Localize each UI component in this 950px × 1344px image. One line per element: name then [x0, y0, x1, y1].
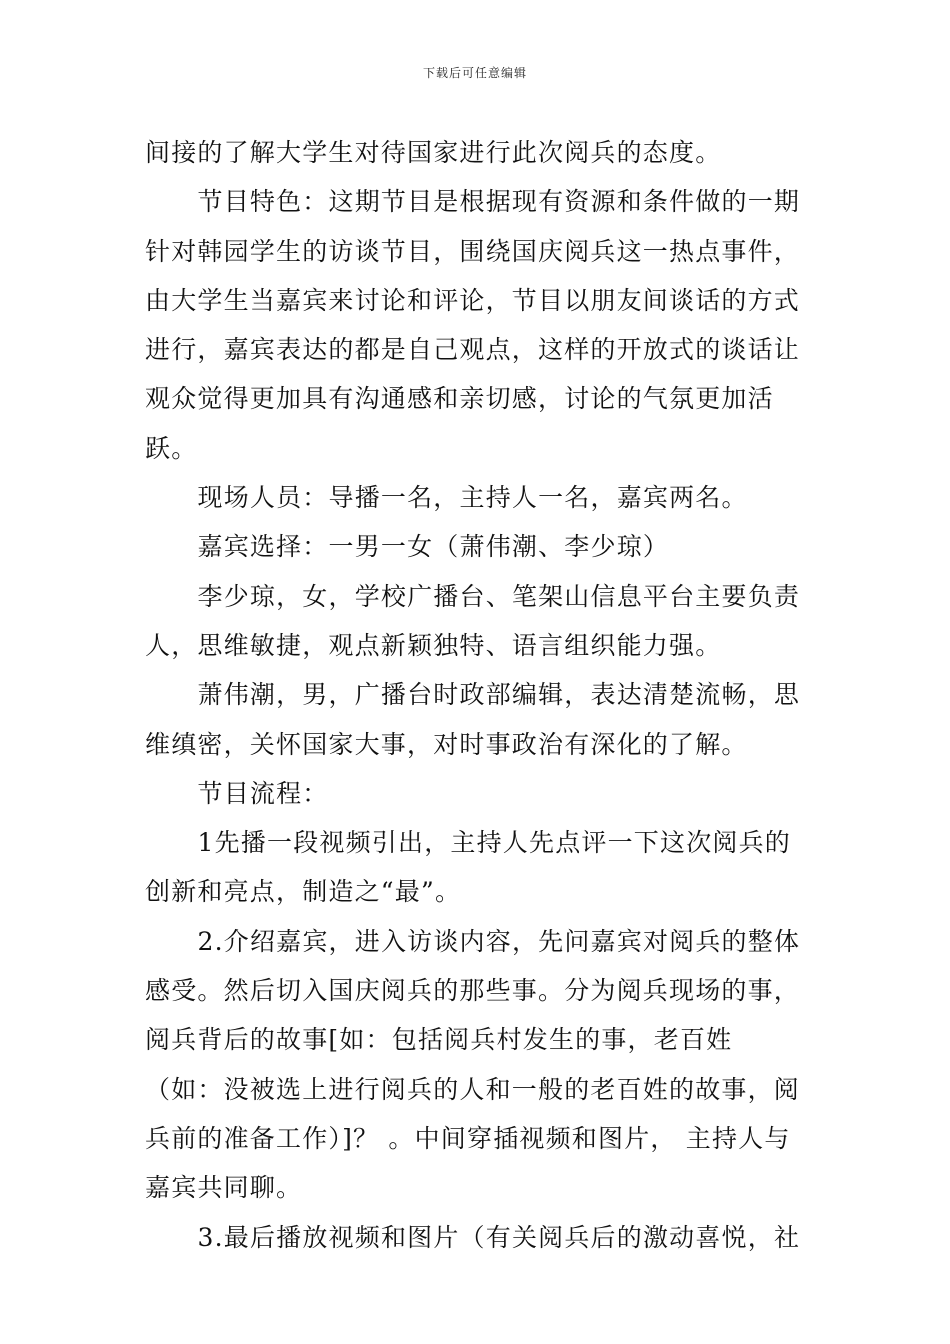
paragraph-program-flow-heading: 节目流程： [197, 778, 329, 808]
paragraph-flow-step-2: 2.介绍嘉宾，进入访谈内容，先问嘉宾对阅兵的整体感受。然后切入国庆阅兵的那些事。分为阅兵现场的事，阅兵背后的故事[如：包括阅兵村发生的事，老百姓（如：没被选上进行阅兵的人和一般的老百姓的故事，阅兵前的准备工作）]？ 。中间穿插视频和图片， 主持人与嘉宾共同聊。 [145, 926, 801, 1203]
paragraph-guest-xiao-weichao: 萧伟潮，男，广播台时政部编辑，表达清楚流畅，思维缜密，关怀国家大事，对时事政治有深化的了解。 [145, 680, 801, 759]
paragraph-flow-step-3: 3.最后播放视频和图片（有关阅兵后的激动喜悦，社 [197, 1222, 801, 1252]
paragraph-program-features: 节目特色：这期节目是根据现有资源和条件做的一期针对韩园学生的访谈节目，围绕国庆阅兵这一热点事件，由大学生当嘉宾来讨论和评论，节目以朋友间谈话的方式进行，嘉宾表达的都是自己观点，这样的开放式的谈话让观众觉得更加具有沟通感和亲切感，讨论的气氛更加活跃。 [145, 187, 801, 463]
paragraph-guest-selection: 嘉宾选择：一男一女（萧伟潮、李少琼） [197, 532, 670, 562]
paragraph-onsite-staff: 现场人员：导播一名，主持人一名，嘉宾两名。 [197, 483, 748, 513]
document-body [145, 128, 810, 1262]
page-header-note: 下载后可任意编辑 [422, 66, 527, 80]
paragraph-flow-step-1: 1先播一段视频引出，主持人先点评一下这次阅兵的创新和亮点，制造之“最”。 [145, 828, 792, 907]
paragraph-intro-continuation: 间接的了解大学生对待国家进行此次阅兵的态度。 [145, 138, 722, 167]
paragraph-guest-li-shaoqiong: 李少琼，女，学校广播台、笔架山信息平台主要负责人，思维敏捷，观点新颖独特、语言组织能力强。 [145, 581, 801, 660]
